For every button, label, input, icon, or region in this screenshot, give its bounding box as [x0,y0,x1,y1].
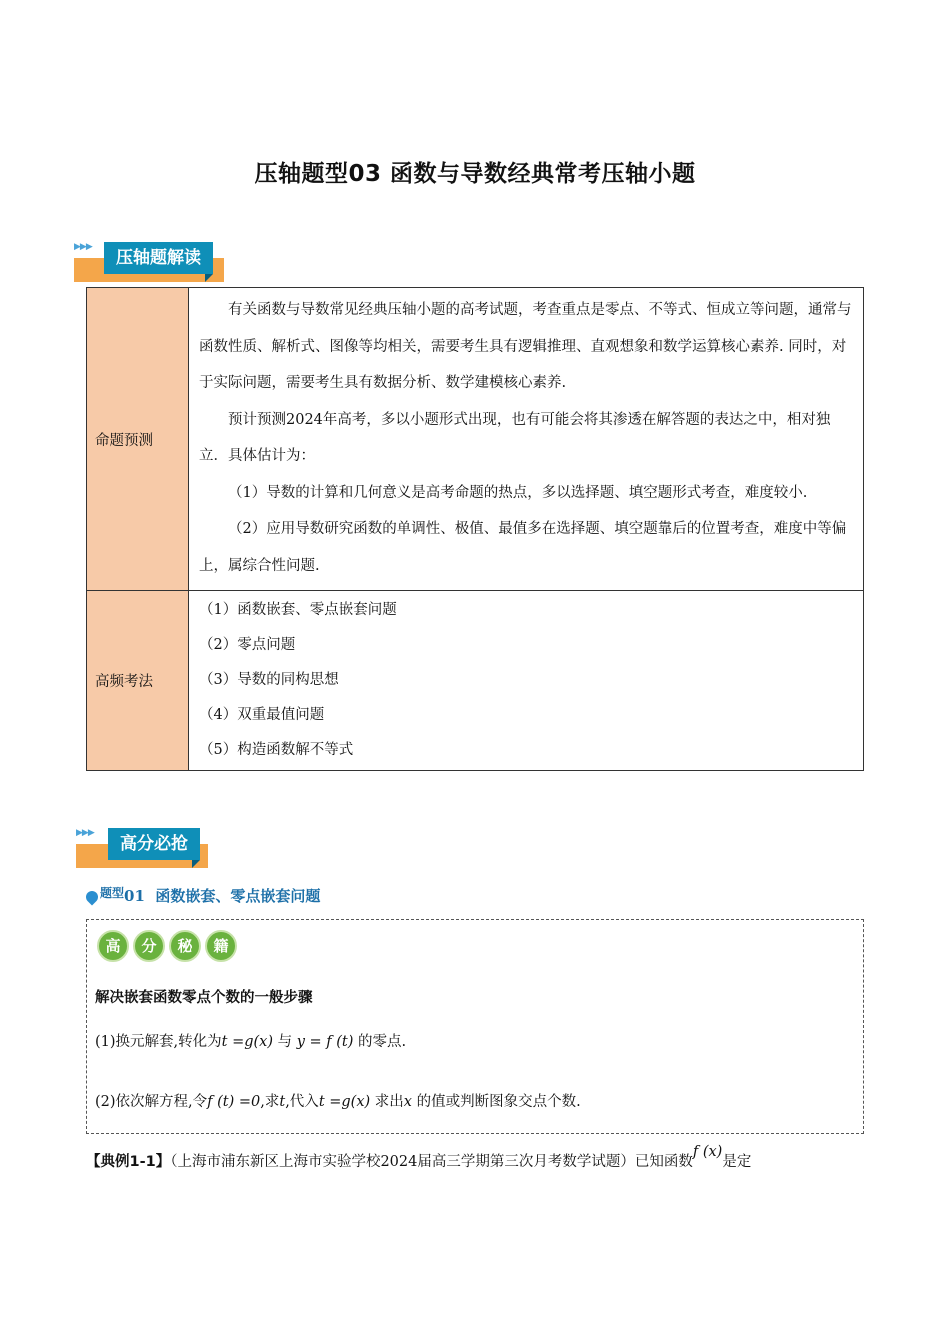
step-text: 求出 [374,1094,404,1110]
table-row [87,288,864,591]
math-expr: t [279,1094,286,1110]
math-expr: f (x) [692,1144,723,1160]
paragraph: （2）应用导数研究函数的单调性、极值、最值多在选择题、填空题靠后的位置考查，难度中等偏上，属综合性问题. [199,521,847,574]
list-item: （2）零点问题 [199,637,296,653]
badge: 高 [97,930,129,962]
banner-label: 压轴题解读 [104,242,213,274]
list-item: （1）函数嵌套、零点嵌套问题 [199,602,397,618]
type-heading [86,884,320,906]
math-expr: x [403,1094,412,1110]
math-expr: f (t) =0 [207,1094,261,1110]
list-item: （3）导数的同构思想 [199,672,339,688]
page-title: 压轴题型03 函数与导数经典常考压轴小题 [254,161,696,187]
tips-box [86,919,864,1134]
row-label-methods: 高频考法 [87,591,189,771]
tips-title: 解决嵌套函数零点个数的一般步骤 [95,990,313,1006]
row-label-prediction: 命题预测 [87,288,189,591]
arrows-icon: ▶▶▶ [76,828,94,838]
divider [86,1133,864,1134]
badge: 分 [133,930,165,962]
paragraph: 有关函数与导数常见经典压轴小题的高考试题，考查重点是零点、不等式、恒成立等问题，通常与函数性质、解析式、图像等均相关，需要考生具有逻辑推理、直观想象和数学运算核心素养. 同时，对于实际问题，需要考生具有数据分析、数学建模核心素养. [199,302,852,391]
prediction-table [86,287,864,771]
section-banner-high-score [76,828,216,872]
banner-label: 高分必抢 [108,828,200,860]
example-text: （上海市浦东新区上海市实验学校2024届高三学期第三次月考数学试题）已知函数 [170,1154,693,1170]
badge: 秘 [169,930,201,962]
table-row [87,591,864,771]
step-text: 的零点. [358,1034,407,1050]
paragraph: （1）导数的计算和几何意义是高考命题的热点，多以选择题、填空题形式考查，难度较小. [228,484,808,501]
list-item: （4）双重最值问题 [199,707,325,723]
math-expr: t =g(x) [221,1034,274,1050]
tips-badges [97,930,241,962]
list-item: （5）构造函数解不等式 [199,742,354,758]
step-text: 与 [277,1034,293,1050]
math-expr: y = f (t) [296,1034,354,1050]
step-text: (1)换元解套,转化为 [95,1034,222,1050]
example-tail: 是定 [722,1154,752,1170]
section-banner-interpretation [74,242,234,286]
paragraph: 预计预测2024年高考，多以小题形式出现，也有可能会将其渗透在解答题的表达之中，相对独立．具体估计为： [199,411,831,464]
type-title: 函数嵌套、零点嵌套问题 [155,887,321,905]
prediction-content [189,288,864,591]
example-line [86,1144,866,1171]
step-text: ,代入 [285,1094,319,1110]
badge: 籍 [205,930,237,962]
type-prefix: 题型 [100,886,125,900]
arrows-icon: ▶▶▶ [74,242,92,252]
pin-icon [84,888,101,905]
step-text: 的值或判断图象交点个数. [416,1094,581,1110]
example-tag: 【典例1-1】 [86,1154,171,1170]
math-expr: t =g(x) [318,1094,371,1110]
type-number: 01 [124,887,145,905]
methods-content [189,591,864,771]
step-2 [95,1090,581,1111]
step-1 [95,1030,406,1051]
step-text: (2)依次解方程,令 [95,1094,208,1110]
step-text: ,求 [260,1094,280,1110]
